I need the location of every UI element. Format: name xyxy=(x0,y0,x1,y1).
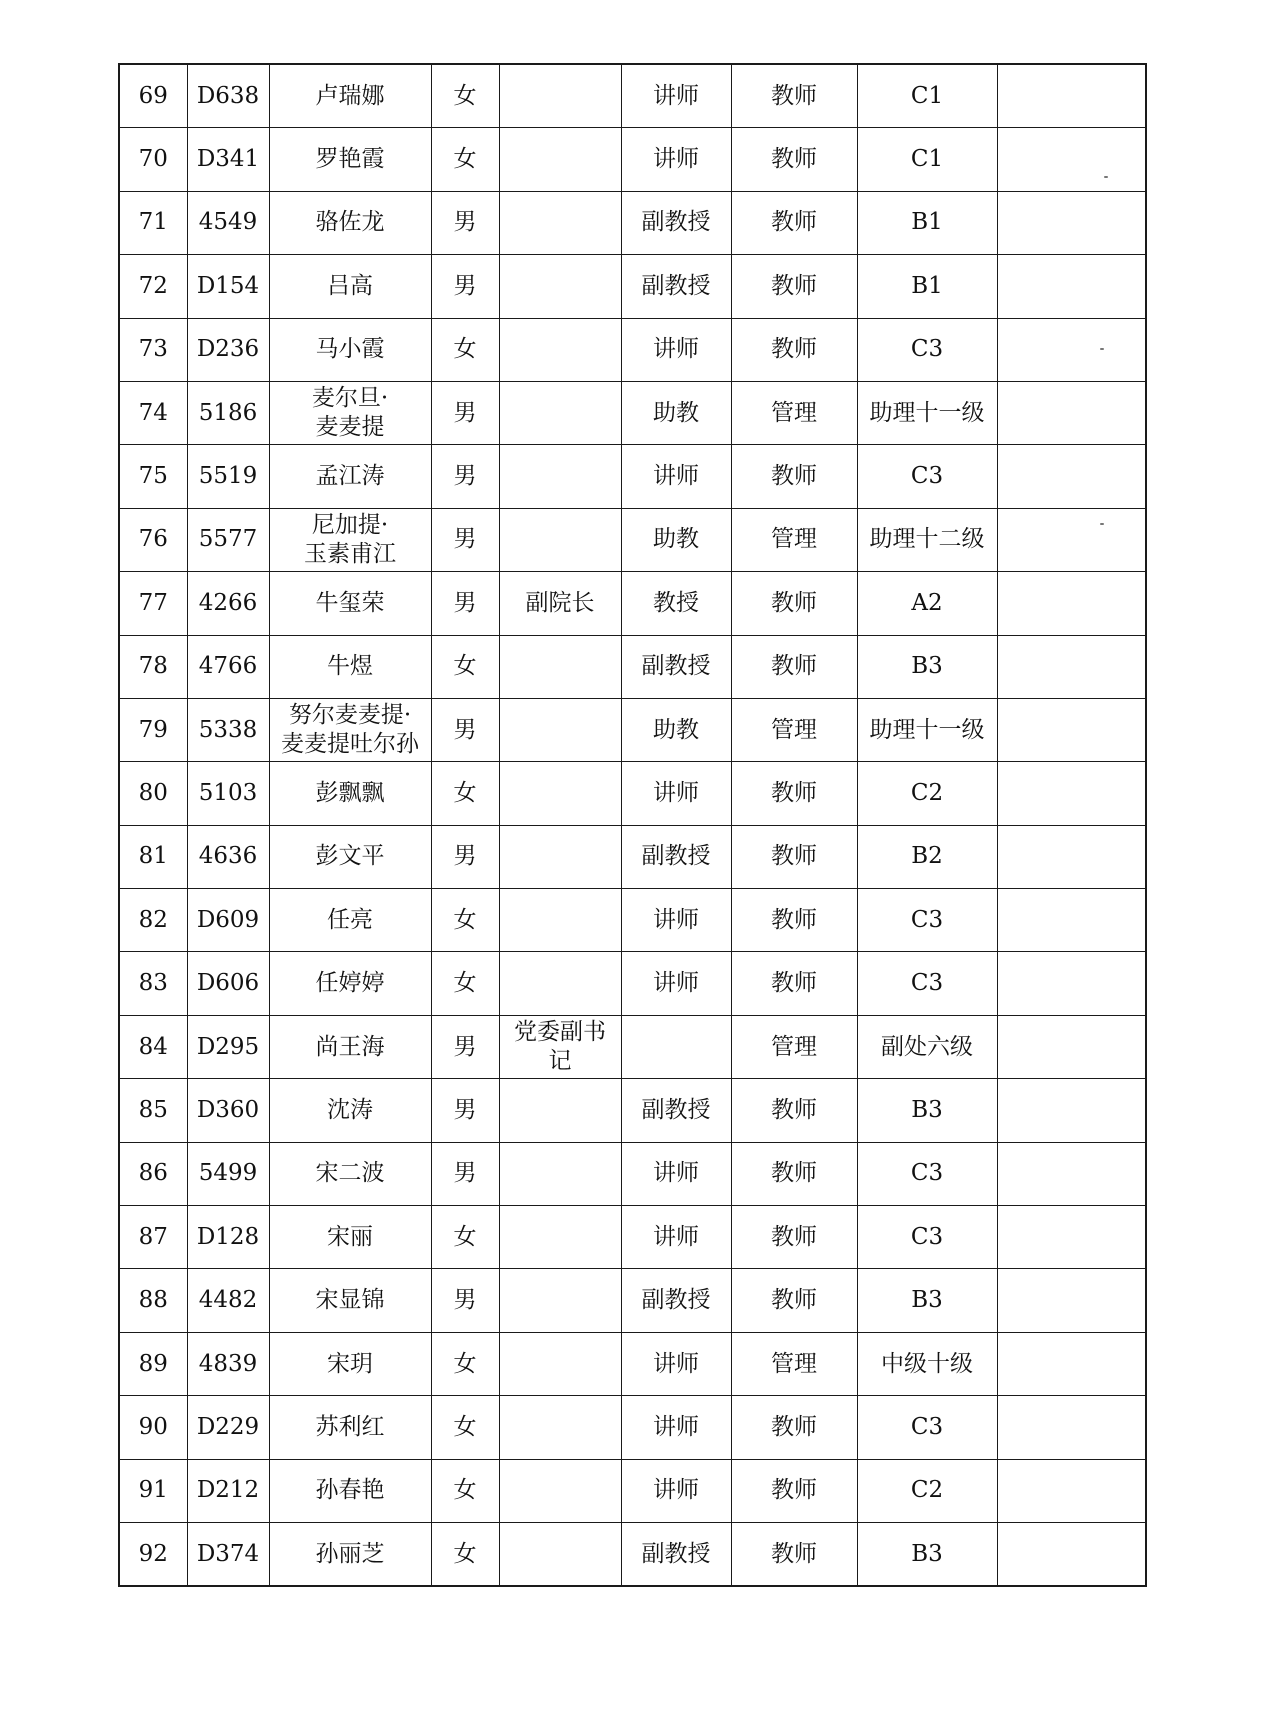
staff-name-cell: 骆佐龙 xyxy=(269,191,431,254)
staff-category-cell: 教师 xyxy=(731,889,857,952)
remarks-cell xyxy=(997,1079,1146,1142)
staff-name-cell: 罗艳霞 xyxy=(269,128,431,191)
staff-roster-table xyxy=(118,63,1147,1587)
table-row xyxy=(119,1396,1146,1459)
table-row xyxy=(119,889,1146,952)
gender-cell: 女 xyxy=(431,1459,499,1522)
professional-title-cell: 助教 xyxy=(621,698,731,761)
remarks-cell xyxy=(997,1015,1146,1078)
gender-cell: 女 xyxy=(431,952,499,1015)
staff-name-cell: 牛煜 xyxy=(269,635,431,698)
staff-name-cell: 任婷婷 xyxy=(269,952,431,1015)
grade-level-cell: C3 xyxy=(857,1142,997,1205)
row-number-cell: 74 xyxy=(119,381,187,444)
staff-id-cell: D236 xyxy=(187,318,269,381)
gender-cell: 女 xyxy=(431,318,499,381)
scan-speck xyxy=(1100,523,1104,525)
staff-id-cell: 5519 xyxy=(187,445,269,508)
grade-level-cell: 副处六级 xyxy=(857,1015,997,1078)
grade-level-cell: C1 xyxy=(857,128,997,191)
grade-level-cell: B3 xyxy=(857,1079,997,1142)
staff-id-cell: 4766 xyxy=(187,635,269,698)
remarks-cell xyxy=(997,508,1146,571)
table-row xyxy=(119,572,1146,635)
scan-speck xyxy=(1100,348,1104,350)
staff-name-cell: 宋丽 xyxy=(269,1206,431,1269)
staff-category-cell: 教师 xyxy=(731,952,857,1015)
grade-level-cell: C3 xyxy=(857,1396,997,1459)
grade-level-cell: B2 xyxy=(857,825,997,888)
professional-title-cell: 讲师 xyxy=(621,445,731,508)
remarks-cell xyxy=(997,952,1146,1015)
staff-name-cell: 尚王海 xyxy=(269,1015,431,1078)
gender-cell: 男 xyxy=(431,572,499,635)
professional-title-cell xyxy=(621,1015,731,1078)
staff-category-cell: 教师 xyxy=(731,255,857,318)
remarks-cell xyxy=(997,825,1146,888)
remarks-cell xyxy=(997,1206,1146,1269)
table-row xyxy=(119,762,1146,825)
staff-name-cell: 马小霞 xyxy=(269,318,431,381)
staff-name-cell: 宋显锦 xyxy=(269,1269,431,1332)
grade-level-cell: 助理十一级 xyxy=(857,698,997,761)
grade-level-cell: C3 xyxy=(857,952,997,1015)
staff-name-cell: 彭文平 xyxy=(269,825,431,888)
remarks-cell xyxy=(997,191,1146,254)
staff-category-cell: 教师 xyxy=(731,318,857,381)
table-row xyxy=(119,1332,1146,1395)
row-number-cell: 85 xyxy=(119,1079,187,1142)
table-row xyxy=(119,64,1146,128)
grade-level-cell: C3 xyxy=(857,318,997,381)
professional-title-cell: 讲师 xyxy=(621,318,731,381)
row-number-cell: 73 xyxy=(119,318,187,381)
position-cell xyxy=(499,1079,621,1142)
gender-cell: 男 xyxy=(431,1079,499,1142)
grade-level-cell: 助理十一级 xyxy=(857,381,997,444)
professional-title-cell: 讲师 xyxy=(621,1459,731,1522)
grade-level-cell: 中级十级 xyxy=(857,1332,997,1395)
grade-level-cell: C1 xyxy=(857,64,997,128)
row-number-cell: 78 xyxy=(119,635,187,698)
staff-id-cell: D295 xyxy=(187,1015,269,1078)
staff-id-cell: 4266 xyxy=(187,572,269,635)
professional-title-cell: 讲师 xyxy=(621,1332,731,1395)
professional-title-cell: 助教 xyxy=(621,381,731,444)
position-cell xyxy=(499,1522,621,1586)
position-cell xyxy=(499,1269,621,1332)
row-number-cell: 88 xyxy=(119,1269,187,1332)
roster-body xyxy=(119,64,1146,1586)
staff-category-cell: 管理 xyxy=(731,698,857,761)
professional-title-cell: 讲师 xyxy=(621,762,731,825)
position-cell xyxy=(499,191,621,254)
professional-title-cell: 讲师 xyxy=(621,128,731,191)
table-row xyxy=(119,1459,1146,1522)
staff-category-cell: 教师 xyxy=(731,1522,857,1586)
table-row xyxy=(119,381,1146,444)
staff-category-cell: 教师 xyxy=(731,1459,857,1522)
professional-title-cell: 副教授 xyxy=(621,1079,731,1142)
row-number-cell: 75 xyxy=(119,445,187,508)
professional-title-cell: 助教 xyxy=(621,508,731,571)
position-cell xyxy=(499,508,621,571)
staff-id-cell: 4549 xyxy=(187,191,269,254)
professional-title-cell: 讲师 xyxy=(621,1206,731,1269)
staff-category-cell: 教师 xyxy=(731,1396,857,1459)
table-row xyxy=(119,508,1146,571)
professional-title-cell: 副教授 xyxy=(621,825,731,888)
position-cell xyxy=(499,445,621,508)
gender-cell: 女 xyxy=(431,64,499,128)
grade-level-cell: 助理十二级 xyxy=(857,508,997,571)
remarks-cell xyxy=(997,1459,1146,1522)
remarks-cell xyxy=(997,318,1146,381)
position-cell xyxy=(499,635,621,698)
staff-name-cell: 孟江涛 xyxy=(269,445,431,508)
row-number-cell: 83 xyxy=(119,952,187,1015)
position-cell xyxy=(499,255,621,318)
gender-cell: 男 xyxy=(431,445,499,508)
position-cell: 党委副书 记 xyxy=(499,1015,621,1078)
row-number-cell: 86 xyxy=(119,1142,187,1205)
remarks-cell xyxy=(997,1142,1146,1205)
position-cell xyxy=(499,1396,621,1459)
staff-category-cell: 教师 xyxy=(731,1142,857,1205)
staff-name-cell: 卢瑞娜 xyxy=(269,64,431,128)
row-number-cell: 81 xyxy=(119,825,187,888)
staff-id-cell: 5577 xyxy=(187,508,269,571)
gender-cell: 男 xyxy=(431,1142,499,1205)
position-cell xyxy=(499,1142,621,1205)
row-number-cell: 90 xyxy=(119,1396,187,1459)
staff-id-cell: 5499 xyxy=(187,1142,269,1205)
professional-title-cell: 讲师 xyxy=(621,64,731,128)
professional-title-cell: 教授 xyxy=(621,572,731,635)
table-row xyxy=(119,191,1146,254)
staff-id-cell: 4636 xyxy=(187,825,269,888)
grade-level-cell: B1 xyxy=(857,191,997,254)
remarks-cell xyxy=(997,1522,1146,1586)
staff-name-cell: 吕高 xyxy=(269,255,431,318)
staff-id-cell: D638 xyxy=(187,64,269,128)
staff-category-cell: 教师 xyxy=(731,1269,857,1332)
professional-title-cell: 讲师 xyxy=(621,952,731,1015)
remarks-cell xyxy=(997,762,1146,825)
gender-cell: 男 xyxy=(431,825,499,888)
gender-cell: 女 xyxy=(431,635,499,698)
grade-level-cell: C3 xyxy=(857,1206,997,1269)
row-number-cell: 79 xyxy=(119,698,187,761)
staff-id-cell: D212 xyxy=(187,1459,269,1522)
staff-id-cell: D341 xyxy=(187,128,269,191)
staff-id-cell: D360 xyxy=(187,1079,269,1142)
staff-id-cell: 4482 xyxy=(187,1269,269,1332)
position-cell xyxy=(499,128,621,191)
row-number-cell: 71 xyxy=(119,191,187,254)
professional-title-cell: 讲师 xyxy=(621,1142,731,1205)
position-cell xyxy=(499,64,621,128)
gender-cell: 男 xyxy=(431,255,499,318)
table-row xyxy=(119,825,1146,888)
position-cell xyxy=(499,381,621,444)
staff-id-cell: D128 xyxy=(187,1206,269,1269)
position-cell xyxy=(499,1332,621,1395)
table-row xyxy=(119,698,1146,761)
gender-cell: 男 xyxy=(431,381,499,444)
position-cell xyxy=(499,698,621,761)
professional-title-cell: 副教授 xyxy=(621,191,731,254)
position-cell: 副院长 xyxy=(499,572,621,635)
staff-name-cell: 努尔麦麦提· 麦麦提吐尔孙 xyxy=(269,698,431,761)
staff-category-cell: 教师 xyxy=(731,128,857,191)
row-number-cell: 91 xyxy=(119,1459,187,1522)
staff-category-cell: 教师 xyxy=(731,825,857,888)
gender-cell: 女 xyxy=(431,1396,499,1459)
table-row xyxy=(119,255,1146,318)
remarks-cell xyxy=(997,1332,1146,1395)
staff-category-cell: 管理 xyxy=(731,1332,857,1395)
position-cell xyxy=(499,1206,621,1269)
staff-name-cell: 苏利红 xyxy=(269,1396,431,1459)
professional-title-cell: 讲师 xyxy=(621,1396,731,1459)
remarks-cell xyxy=(997,381,1146,444)
gender-cell: 男 xyxy=(431,191,499,254)
staff-category-cell: 管理 xyxy=(731,1015,857,1078)
grade-level-cell: B1 xyxy=(857,255,997,318)
remarks-cell xyxy=(997,698,1146,761)
grade-level-cell: B3 xyxy=(857,635,997,698)
table-row xyxy=(119,445,1146,508)
remarks-cell xyxy=(997,635,1146,698)
row-number-cell: 84 xyxy=(119,1015,187,1078)
professional-title-cell: 讲师 xyxy=(621,889,731,952)
position-cell xyxy=(499,1459,621,1522)
position-cell xyxy=(499,825,621,888)
staff-name-cell: 任亮 xyxy=(269,889,431,952)
position-cell xyxy=(499,318,621,381)
staff-name-cell: 尼加提· 玉素甫江 xyxy=(269,508,431,571)
position-cell xyxy=(499,889,621,952)
staff-category-cell: 教师 xyxy=(731,191,857,254)
table-row xyxy=(119,1015,1146,1078)
staff-id-cell: D229 xyxy=(187,1396,269,1459)
staff-name-cell: 孙丽芝 xyxy=(269,1522,431,1586)
table-row xyxy=(119,1269,1146,1332)
table-row xyxy=(119,318,1146,381)
professional-title-cell: 副教授 xyxy=(621,635,731,698)
remarks-cell xyxy=(997,889,1146,952)
gender-cell: 女 xyxy=(431,1206,499,1269)
staff-name-cell: 孙春艳 xyxy=(269,1459,431,1522)
staff-id-cell: 5338 xyxy=(187,698,269,761)
staff-name-cell: 麦尔旦· 麦麦提 xyxy=(269,381,431,444)
staff-id-cell: D154 xyxy=(187,255,269,318)
staff-id-cell: D374 xyxy=(187,1522,269,1586)
grade-level-cell: A2 xyxy=(857,572,997,635)
row-number-cell: 89 xyxy=(119,1332,187,1395)
table-row xyxy=(119,1522,1146,1586)
row-number-cell: 72 xyxy=(119,255,187,318)
gender-cell: 女 xyxy=(431,1332,499,1395)
staff-id-cell: D606 xyxy=(187,952,269,1015)
remarks-cell xyxy=(997,572,1146,635)
staff-name-cell: 沈涛 xyxy=(269,1079,431,1142)
staff-name-cell: 宋玥 xyxy=(269,1332,431,1395)
remarks-cell xyxy=(997,1269,1146,1332)
row-number-cell: 77 xyxy=(119,572,187,635)
gender-cell: 女 xyxy=(431,762,499,825)
table-row xyxy=(119,1079,1146,1142)
position-cell xyxy=(499,952,621,1015)
staff-category-cell: 教师 xyxy=(731,762,857,825)
professional-title-cell: 副教授 xyxy=(621,1522,731,1586)
gender-cell: 男 xyxy=(431,1015,499,1078)
professional-title-cell: 副教授 xyxy=(621,1269,731,1332)
professional-title-cell: 副教授 xyxy=(621,255,731,318)
row-number-cell: 82 xyxy=(119,889,187,952)
gender-cell: 男 xyxy=(431,1269,499,1332)
table-row xyxy=(119,1206,1146,1269)
staff-category-cell: 教师 xyxy=(731,572,857,635)
staff-category-cell: 管理 xyxy=(731,381,857,444)
gender-cell: 男 xyxy=(431,698,499,761)
grade-level-cell: C2 xyxy=(857,1459,997,1522)
gender-cell: 女 xyxy=(431,1522,499,1586)
table-row xyxy=(119,128,1146,191)
row-number-cell: 80 xyxy=(119,762,187,825)
staff-name-cell: 彭飘飘 xyxy=(269,762,431,825)
table-row xyxy=(119,635,1146,698)
remarks-cell xyxy=(997,64,1146,128)
table-row xyxy=(119,1142,1146,1205)
staff-id-cell: 5186 xyxy=(187,381,269,444)
gender-cell: 女 xyxy=(431,128,499,191)
staff-id-cell: 5103 xyxy=(187,762,269,825)
staff-id-cell: 4839 xyxy=(187,1332,269,1395)
grade-level-cell: C3 xyxy=(857,445,997,508)
grade-level-cell: B3 xyxy=(857,1522,997,1586)
remarks-cell xyxy=(997,445,1146,508)
staff-category-cell: 教师 xyxy=(731,64,857,128)
row-number-cell: 70 xyxy=(119,128,187,191)
staff-category-cell: 教师 xyxy=(731,1206,857,1269)
gender-cell: 男 xyxy=(431,508,499,571)
gender-cell: 女 xyxy=(431,889,499,952)
row-number-cell: 76 xyxy=(119,508,187,571)
grade-level-cell: C2 xyxy=(857,762,997,825)
staff-id-cell: D609 xyxy=(187,889,269,952)
position-cell xyxy=(499,762,621,825)
grade-level-cell: C3 xyxy=(857,889,997,952)
grade-level-cell: B3 xyxy=(857,1269,997,1332)
staff-category-cell: 教师 xyxy=(731,445,857,508)
staff-category-cell: 管理 xyxy=(731,508,857,571)
scan-speck xyxy=(1104,176,1108,178)
staff-category-cell: 教师 xyxy=(731,1079,857,1142)
remarks-cell xyxy=(997,1396,1146,1459)
table-row xyxy=(119,952,1146,1015)
remarks-cell xyxy=(997,128,1146,191)
staff-category-cell: 教师 xyxy=(731,635,857,698)
row-number-cell: 92 xyxy=(119,1522,187,1586)
staff-name-cell: 牛玺荣 xyxy=(269,572,431,635)
row-number-cell: 87 xyxy=(119,1206,187,1269)
row-number-cell: 69 xyxy=(119,64,187,128)
staff-name-cell: 宋二波 xyxy=(269,1142,431,1205)
remarks-cell xyxy=(997,255,1146,318)
